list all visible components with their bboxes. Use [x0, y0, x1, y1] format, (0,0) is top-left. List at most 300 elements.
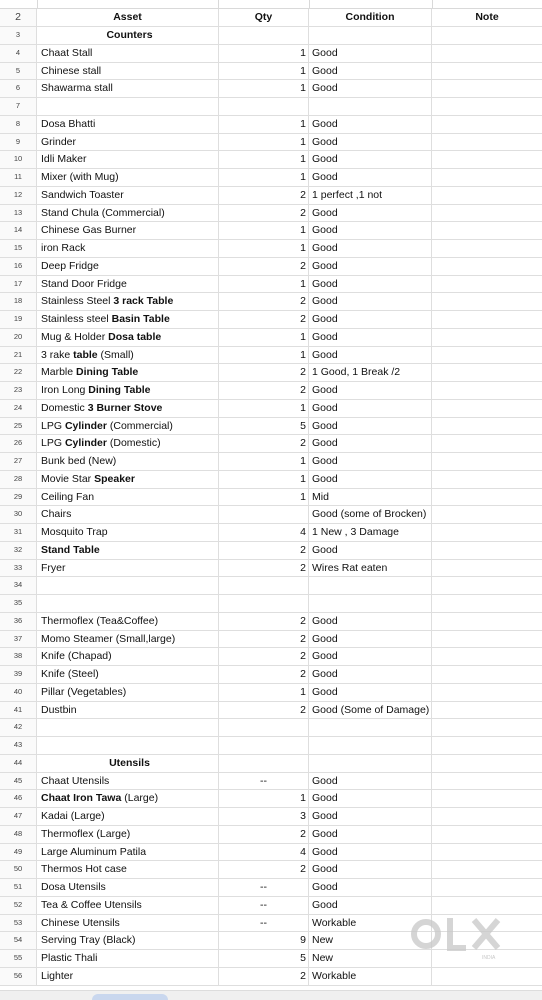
qty-cell[interactable]: 1 [219, 347, 309, 364]
qty-cell[interactable]: 1 [219, 240, 309, 257]
condition-cell[interactable]: Good [309, 311, 432, 328]
condition-cell[interactable]: New [309, 950, 432, 967]
table-row [0, 400, 542, 418]
note-cell[interactable] [432, 453, 542, 470]
asset-cell[interactable] [37, 719, 219, 736]
qty-cell[interactable]: 2 [219, 205, 309, 222]
qty-cell[interactable]: 1 [219, 489, 309, 506]
qty-cell[interactable]: 3 [219, 808, 309, 825]
note-cell[interactable] [432, 169, 542, 186]
note-cell[interactable] [432, 276, 542, 293]
note-cell[interactable] [432, 347, 542, 364]
qty-cell[interactable]: 1 [219, 471, 309, 488]
condition-cell[interactable]: Good [309, 80, 432, 97]
row-number[interactable]: 10 [0, 151, 37, 168]
note-cell[interactable] [432, 524, 542, 541]
asset-cell[interactable]: Shawarma stall [37, 80, 219, 97]
asset-cell[interactable] [37, 311, 219, 328]
condition-cell[interactable]: Good [309, 347, 432, 364]
asset-text: Stainless steel [41, 313, 112, 325]
asset-cell[interactable]: Counters [37, 27, 219, 44]
row-number[interactable]: 49 [0, 844, 37, 861]
condition-cell[interactable]: Good [309, 826, 432, 843]
row-number[interactable]: 54 [0, 932, 37, 949]
asset-cell[interactable] [37, 790, 219, 807]
note-cell[interactable] [432, 205, 542, 222]
note-cell[interactable] [432, 471, 542, 488]
condition-cell[interactable]: Good [309, 222, 432, 239]
asset-bold-text: Stand Table [41, 543, 100, 556]
row-number[interactable]: 32 [0, 542, 37, 559]
table-row [0, 80, 542, 98]
condition-cell[interactable]: Mid [309, 489, 432, 506]
asset-cell[interactable]: Ceiling Fan [37, 489, 219, 506]
row-number[interactable]: 21 [0, 347, 37, 364]
row-number[interactable]: 48 [0, 826, 37, 843]
condition-cell[interactable]: Good [309, 63, 432, 80]
note-cell[interactable] [432, 861, 542, 878]
qty-cell[interactable]: 1 [219, 63, 309, 80]
qty-cell[interactable]: 1 [219, 453, 309, 470]
note-cell[interactable] [432, 418, 542, 435]
note-cell[interactable] [432, 897, 542, 914]
row-number[interactable]: 51 [0, 879, 37, 896]
note-cell[interactable] [432, 435, 542, 452]
row-number[interactable]: 20 [0, 329, 37, 346]
watermark-sub: INDIA [482, 955, 496, 961]
row-number[interactable]: 25 [0, 418, 37, 435]
qty-cell[interactable]: 2 [219, 382, 309, 399]
asset-cell[interactable] [37, 382, 219, 399]
condition-cell[interactable]: Good [309, 773, 432, 790]
row-number[interactable]: 6 [0, 80, 37, 97]
row-number[interactable]: 9 [0, 134, 37, 151]
row-number[interactable]: 19 [0, 311, 37, 328]
qty-cell[interactable]: 1 [219, 80, 309, 97]
note-cell[interactable] [432, 684, 542, 701]
note-cell[interactable] [432, 702, 542, 719]
row-number[interactable]: 43 [0, 737, 37, 754]
row-number[interactable]: 7 [0, 98, 37, 115]
qty-cell[interactable]: 2 [219, 311, 309, 328]
qty-cell[interactable]: 1 [219, 400, 309, 417]
qty-cell[interactable]: 4 [219, 524, 309, 541]
asset-cell[interactable]: Knife (Chapad) [37, 648, 219, 665]
asset-cell[interactable] [37, 542, 219, 559]
condition-cell[interactable] [309, 737, 432, 754]
note-cell[interactable] [432, 151, 542, 168]
table-row [0, 222, 542, 240]
asset-cell[interactable]: Chairs [37, 506, 219, 523]
condition-cell[interactable]: Good [309, 382, 432, 399]
row-number[interactable]: 15 [0, 240, 37, 257]
note-cell[interactable] [432, 258, 542, 275]
qty-cell[interactable]: 2 [219, 648, 309, 665]
asset-cell[interactable]: Bunk bed (New) [37, 453, 219, 470]
row-number[interactable]: 14 [0, 222, 37, 239]
qty-cell[interactable]: 9 [219, 932, 309, 949]
condition-cell[interactable]: Good [309, 790, 432, 807]
note-cell[interactable] [432, 364, 542, 381]
condition-cell[interactable]: Workable [309, 968, 432, 985]
qty-cell[interactable]: 1 [219, 169, 309, 186]
qty-cell[interactable]: 2 [219, 187, 309, 204]
asset-text: Iron Long [41, 384, 89, 396]
row-number[interactable]: 40 [0, 684, 37, 701]
condition-cell[interactable]: Good [309, 240, 432, 257]
row-number[interactable]: 42 [0, 719, 37, 736]
note-cell[interactable] [432, 27, 542, 44]
condition-cell[interactable]: Good [309, 400, 432, 417]
asset-cell[interactable]: Mixer (with Mug) [37, 169, 219, 186]
note-cell[interactable] [432, 737, 542, 754]
asset-cell[interactable] [37, 329, 219, 346]
qty-cell[interactable]: 1 [219, 222, 309, 239]
condition-cell[interactable]: New [309, 932, 432, 949]
qty-cell[interactable]: 2 [219, 666, 309, 683]
condition-cell[interactable]: Wires Rat eaten [309, 560, 432, 577]
qty-cell[interactable]: 1 [219, 329, 309, 346]
qty-cell[interactable]: 1 [219, 134, 309, 151]
condition-cell[interactable]: Good [309, 169, 432, 186]
qty-cell[interactable]: 2 [219, 702, 309, 719]
row-number[interactable]: 28 [0, 471, 37, 488]
row-number[interactable]: 17 [0, 276, 37, 293]
table-row [0, 471, 542, 489]
qty-cell[interactable]: -- [219, 915, 309, 932]
table-row [0, 187, 542, 205]
row-number[interactable]: 2 [0, 9, 37, 26]
row-number[interactable]: 53 [0, 915, 37, 932]
condition-cell[interactable]: Good [309, 258, 432, 275]
asset-cell[interactable]: Stand Chula (Commercial) [37, 205, 219, 222]
qty-cell[interactable]: 2 [219, 293, 309, 310]
asset-cell[interactable]: Dustbin [37, 702, 219, 719]
note-cell[interactable] [432, 187, 542, 204]
condition-cell[interactable]: Good [309, 666, 432, 683]
qty-cell[interactable]: 2 [219, 631, 309, 648]
asset-cell[interactable]: Knife (Steel) [37, 666, 219, 683]
row-number[interactable]: 37 [0, 631, 37, 648]
note-cell[interactable] [432, 595, 542, 612]
qty-cell[interactable]: 1 [219, 684, 309, 701]
row-number[interactable]: 56 [0, 968, 37, 985]
note-cell[interactable] [432, 134, 542, 151]
asset-cell[interactable]: iron Rack [37, 240, 219, 257]
row-number[interactable]: 36 [0, 613, 37, 630]
table-body [0, 27, 542, 986]
asset-cell[interactable] [37, 595, 219, 612]
qty-cell[interactable]: -- [219, 897, 309, 914]
note-cell[interactable] [432, 63, 542, 80]
row-number[interactable]: 16 [0, 258, 37, 275]
table-row [0, 755, 542, 773]
table-row [0, 98, 542, 116]
asset-cell[interactable] [37, 577, 219, 594]
note-cell[interactable] [432, 631, 542, 648]
qty-cell[interactable] [219, 755, 309, 772]
row-number[interactable]: 47 [0, 808, 37, 825]
note-cell[interactable] [432, 240, 542, 257]
qty-cell[interactable] [219, 737, 309, 754]
condition-cell[interactable]: Good [309, 151, 432, 168]
condition-cell[interactable]: Good [309, 418, 432, 435]
condition-cell[interactable]: Good (some of Brocken) [309, 506, 432, 523]
note-cell[interactable] [432, 968, 542, 985]
asset-cell[interactable] [37, 435, 219, 452]
note-cell[interactable] [432, 311, 542, 328]
asset-cell[interactable]: Fryer [37, 560, 219, 577]
asset-cell[interactable] [37, 418, 219, 435]
row-number[interactable]: 31 [0, 524, 37, 541]
note-cell[interactable] [432, 542, 542, 559]
note-cell[interactable] [432, 773, 542, 790]
condition-cell[interactable]: Good [309, 631, 432, 648]
qty-cell[interactable]: -- [219, 879, 309, 896]
asset-cell[interactable] [37, 364, 219, 381]
note-cell[interactable] [432, 382, 542, 399]
row-number[interactable]: 33 [0, 560, 37, 577]
asset-cell[interactable]: Thermoflex (Tea&Coffee) [37, 613, 219, 630]
row-number[interactable]: 55 [0, 950, 37, 967]
asset-cell[interactable] [37, 737, 219, 754]
condition-cell[interactable]: Good [309, 205, 432, 222]
note-cell[interactable] [432, 666, 542, 683]
table-row [0, 790, 542, 808]
qty-cell[interactable]: 2 [219, 258, 309, 275]
row-number[interactable]: 26 [0, 435, 37, 452]
note-cell[interactable] [432, 808, 542, 825]
asset-cell[interactable] [37, 347, 219, 364]
note-cell[interactable] [432, 222, 542, 239]
note-cell[interactable] [432, 613, 542, 630]
column-header-note[interactable]: Note [475, 11, 499, 23]
row-number[interactable]: 4 [0, 45, 37, 62]
note-cell[interactable] [432, 98, 542, 115]
condition-cell[interactable]: Good [309, 684, 432, 701]
row-number[interactable]: 41 [0, 702, 37, 719]
qty-cell[interactable]: 2 [219, 364, 309, 381]
asset-cell[interactable]: Grinder [37, 134, 219, 151]
row-number[interactable]: 24 [0, 400, 37, 417]
note-cell[interactable] [432, 45, 542, 62]
qty-cell[interactable] [219, 506, 309, 523]
asset-cell[interactable]: Mosquito Trap [37, 524, 219, 541]
asset-cell[interactable] [37, 400, 219, 417]
condition-cell[interactable] [309, 577, 432, 594]
qty-cell[interactable]: 1 [219, 116, 309, 133]
table-row [0, 808, 542, 826]
row-number[interactable]: 8 [0, 116, 37, 133]
note-cell[interactable] [432, 790, 542, 807]
row-number[interactable]: 52 [0, 897, 37, 914]
asset-bold-text: Speaker [94, 472, 135, 485]
asset-cell[interactable] [37, 471, 219, 488]
asset-bold-text: Cylinder [64, 419, 107, 432]
condition-cell[interactable]: Good [309, 116, 432, 133]
note-cell[interactable] [432, 826, 542, 843]
table-row [0, 364, 542, 382]
condition-cell[interactable]: Good [309, 879, 432, 896]
column-header-qty[interactable]: Qty [219, 9, 309, 26]
asset-text-after: (Commercial) [106, 419, 173, 432]
note-cell[interactable] [432, 648, 542, 665]
row-number[interactable]: 30 [0, 506, 37, 523]
qty-cell[interactable] [219, 595, 309, 612]
note-cell[interactable] [432, 400, 542, 417]
condition-cell[interactable] [309, 719, 432, 736]
condition-cell[interactable]: Good [309, 542, 432, 559]
condition-cell[interactable]: Good [309, 861, 432, 878]
condition-cell[interactable]: Good [309, 897, 432, 914]
table-row [0, 489, 542, 507]
asset-bold-text: Cylinder [64, 437, 107, 450]
condition-cell[interactable]: 1 New , 3 Damage [309, 524, 432, 541]
condition-cell[interactable]: 1 perfect ,1 not [309, 187, 432, 204]
qty-cell[interactable]: 2 [219, 560, 309, 577]
note-cell[interactable] [432, 329, 542, 346]
qty-cell[interactable]: 1 [219, 790, 309, 807]
asset-cell[interactable]: Chinese stall [37, 63, 219, 80]
note-cell[interactable] [432, 560, 542, 577]
qty-cell[interactable] [219, 577, 309, 594]
row-number[interactable]: 3 [0, 27, 37, 44]
condition-cell[interactable] [309, 27, 432, 44]
row-number[interactable]: 22 [0, 364, 37, 381]
asset-cell[interactable]: Plastic Thali [37, 950, 219, 967]
table-row [0, 276, 542, 294]
row-number[interactable]: 50 [0, 861, 37, 878]
qty-cell[interactable]: 1 [219, 45, 309, 62]
row-number[interactable]: 45 [0, 773, 37, 790]
condition-cell[interactable]: Good [309, 293, 432, 310]
asset-cell[interactable]: Dosa Utensils [37, 879, 219, 896]
condition-cell[interactable]: Good (Some of Damage) [309, 702, 432, 719]
sheet-tab[interactable] [92, 994, 168, 1000]
row-number[interactable]: 34 [0, 577, 37, 594]
table-row [0, 293, 542, 311]
note-cell[interactable] [432, 844, 542, 861]
asset-cell[interactable]: Sandwich Toaster [37, 187, 219, 204]
condition-cell[interactable]: Good [309, 453, 432, 470]
row-number[interactable]: 13 [0, 205, 37, 222]
condition-cell[interactable]: 1 Good, 1 Break /2 [309, 364, 432, 381]
row-number[interactable]: 27 [0, 453, 37, 470]
qty-cell[interactable]: 5 [219, 418, 309, 435]
asset-cell[interactable]: Chaat Utensils [37, 773, 219, 790]
condition-cell[interactable] [309, 98, 432, 115]
qty-cell[interactable]: 2 [219, 613, 309, 630]
qty-cell[interactable]: -- [219, 773, 309, 790]
condition-cell[interactable]: Good [309, 45, 432, 62]
note-cell[interactable] [432, 755, 542, 772]
asset-cell[interactable]: Idli Maker [37, 151, 219, 168]
qty-cell[interactable]: 1 [219, 276, 309, 293]
row-number[interactable]: 35 [0, 595, 37, 612]
condition-cell[interactable]: Good [309, 329, 432, 346]
condition-cell[interactable]: Good [309, 471, 432, 488]
condition-cell[interactable]: Good [309, 276, 432, 293]
qty-cell[interactable]: 5 [219, 950, 309, 967]
asset-cell[interactable]: Thermos Hot case [37, 861, 219, 878]
asset-cell[interactable]: Kadai (Large) [37, 808, 219, 825]
row-number[interactable]: 18 [0, 293, 37, 310]
asset-cell[interactable]: Serving Tray (Black) [37, 932, 219, 949]
qty-cell[interactable]: 2 [219, 968, 309, 985]
row-number[interactable]: 5 [0, 63, 37, 80]
condition-cell[interactable] [309, 595, 432, 612]
qty-cell[interactable]: 2 [219, 861, 309, 878]
qty-cell[interactable] [219, 98, 309, 115]
qty-cell[interactable]: 2 [219, 542, 309, 559]
asset-cell[interactable]: Pillar (Vegetables) [37, 684, 219, 701]
condition-cell[interactable]: Good [309, 844, 432, 861]
note-cell[interactable] [432, 116, 542, 133]
asset-cell[interactable]: Large Aluminum Patila [37, 844, 219, 861]
column-header-condition[interactable]: Condition [309, 9, 432, 26]
note-cell[interactable] [432, 577, 542, 594]
qty-cell[interactable]: 1 [219, 151, 309, 168]
note-cell[interactable] [432, 506, 542, 523]
row-number[interactable]: 44 [0, 755, 37, 772]
qty-cell[interactable] [219, 719, 309, 736]
asset-cell[interactable]: Deep Fridge [37, 258, 219, 275]
condition-cell[interactable]: Good [309, 435, 432, 452]
row-number[interactable]: 38 [0, 648, 37, 665]
asset-cell[interactable]: Momo Steamer (Small,large) [37, 631, 219, 648]
condition-cell[interactable]: Good [309, 648, 432, 665]
asset-text: Movie Star [41, 472, 95, 485]
qty-cell[interactable]: 2 [219, 826, 309, 843]
table-row [0, 631, 542, 649]
row-number[interactable]: 11 [0, 169, 37, 186]
top-strip [0, 0, 542, 9]
condition-cell[interactable]: Good [309, 613, 432, 630]
asset-cell[interactable]: Lighter [37, 968, 219, 985]
asset-cell[interactable]: Thermoflex (Large) [37, 826, 219, 843]
asset-cell[interactable]: Stand Door Fridge [37, 276, 219, 293]
asset-cell[interactable]: Chaat Stall [37, 45, 219, 62]
row-number[interactable]: 46 [0, 790, 37, 807]
asset-cell[interactable]: Utensils [37, 755, 219, 772]
note-cell[interactable] [432, 879, 542, 896]
asset-cell[interactable] [37, 98, 219, 115]
row-number[interactable]: 29 [0, 489, 37, 506]
row-number[interactable]: 12 [0, 187, 37, 204]
condition-cell[interactable]: Good [309, 134, 432, 151]
note-cell[interactable] [432, 719, 542, 736]
row-number[interactable]: 39 [0, 666, 37, 683]
asset-cell[interactable]: Chinese Utensils [37, 915, 219, 932]
note-cell[interactable] [432, 80, 542, 97]
asset-bold-text: Dosa table [108, 330, 162, 343]
condition-cell[interactable]: Good [309, 808, 432, 825]
asset-cell[interactable]: Chinese Gas Burner [37, 222, 219, 239]
note-cell[interactable] [432, 293, 542, 310]
asset-text-after: (Small) [97, 348, 134, 361]
asset-cell[interactable] [37, 293, 219, 310]
condition-cell[interactable] [309, 755, 432, 772]
qty-cell[interactable]: 4 [219, 844, 309, 861]
row-number[interactable]: 23 [0, 382, 37, 399]
asset-cell[interactable]: Tea & Coffee Utensils [37, 897, 219, 914]
condition-cell[interactable]: Workable [309, 915, 432, 932]
qty-cell[interactable] [219, 27, 309, 44]
asset-cell[interactable]: Dosa Bhatti [37, 116, 219, 133]
column-header-asset[interactable]: Asset [37, 9, 219, 26]
note-cell[interactable] [432, 489, 542, 506]
qty-cell[interactable]: 2 [219, 435, 309, 452]
